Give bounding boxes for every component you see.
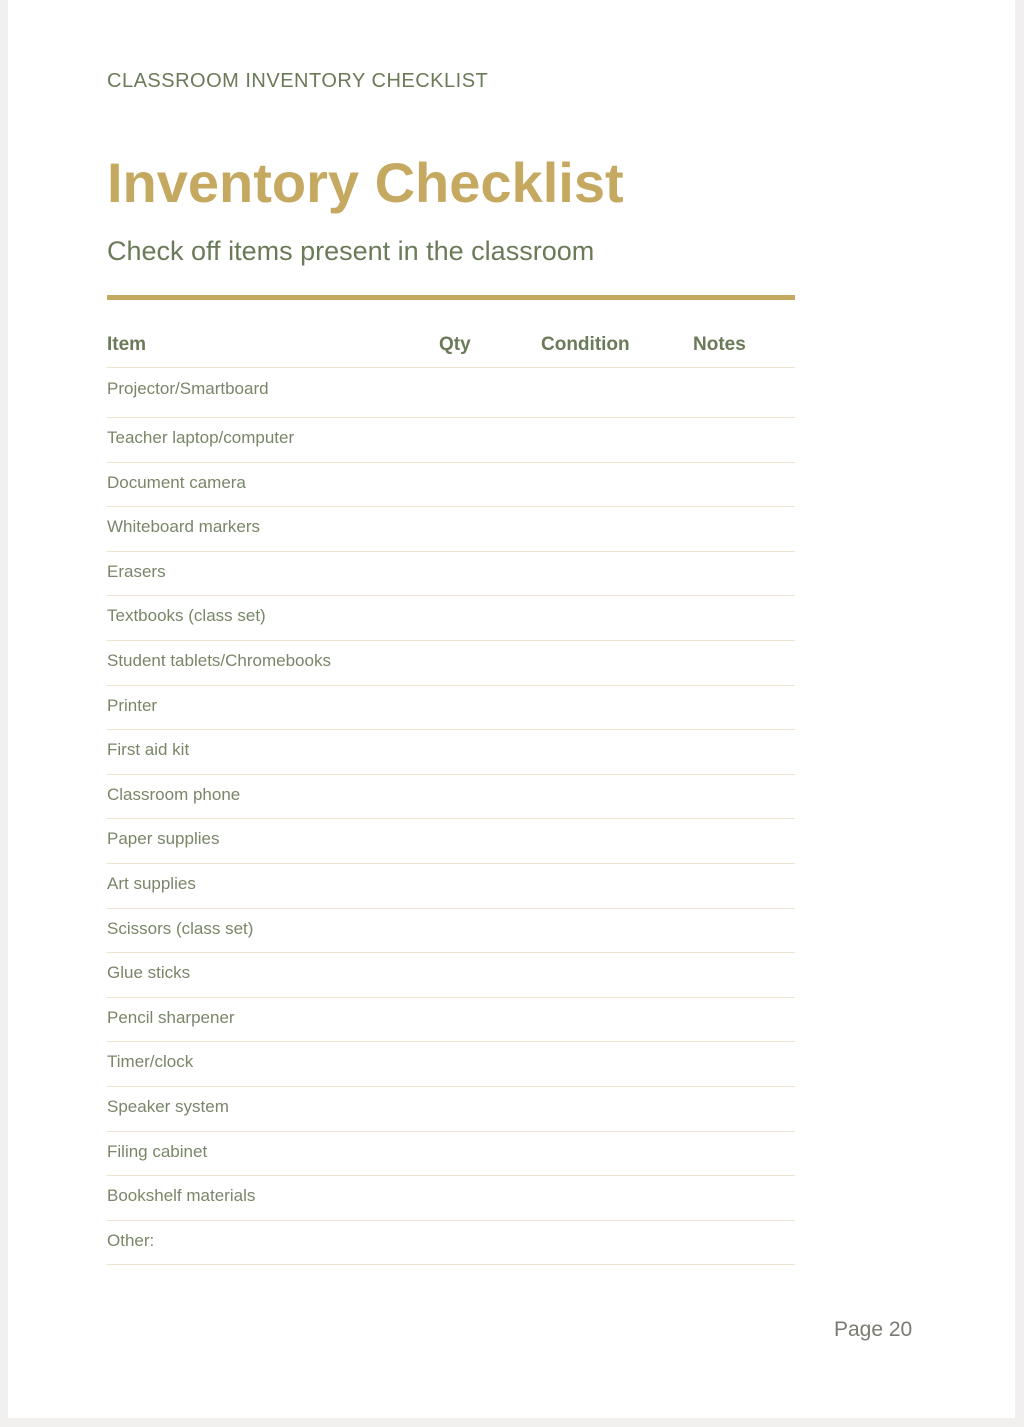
table-row <box>107 819 795 864</box>
table-row <box>107 864 795 909</box>
table-row <box>107 641 795 686</box>
table-row <box>107 953 795 998</box>
item-name: Document camera <box>107 472 246 492</box>
item-name: Filing cabinet <box>107 1141 208 1161</box>
page-title: Inventory Checklist <box>107 151 624 214</box>
table-row <box>107 686 795 731</box>
table-header-row <box>107 324 795 368</box>
column-header-condition: Condition <box>541 334 630 355</box>
table-row <box>107 552 795 597</box>
item-name: Glue sticks <box>107 963 191 983</box>
item-name: Scissors (class set) <box>107 918 254 938</box>
table-body <box>107 368 795 1265</box>
item-name: Student tablets/Chromebooks <box>107 650 331 670</box>
column-header-qty: Qty <box>439 334 471 355</box>
item-name: Printer <box>107 695 158 715</box>
page-subtitle: Check off items present in the classroom <box>107 236 595 266</box>
page-number: Page 20 <box>834 1318 913 1341</box>
table-row <box>107 507 795 552</box>
item-name: Speaker system <box>107 1096 229 1116</box>
table-row <box>107 1221 795 1266</box>
item-name: Teacher laptop/computer <box>107 428 295 447</box>
item-name: Pencil sharpener <box>107 1007 235 1027</box>
table-row <box>107 368 795 418</box>
item-name: Classroom phone <box>107 784 241 804</box>
table-row <box>107 596 795 641</box>
item-name: Bookshelf materials <box>107 1186 256 1206</box>
item-name: Timer/clock <box>107 1052 194 1072</box>
title-divider <box>107 295 795 300</box>
item-name: Projector/Smartboard <box>107 379 269 398</box>
table-row <box>107 1176 795 1221</box>
table-row <box>107 418 795 463</box>
inventory-table <box>107 324 795 1265</box>
column-header-item: Item <box>107 334 147 355</box>
item-name: Textbooks (class set) <box>107 606 266 626</box>
item-name: Paper supplies <box>107 829 220 849</box>
item-name: Erasers <box>107 561 166 581</box>
table-row <box>107 1132 795 1177</box>
document-page <box>8 0 1015 1418</box>
table-row <box>107 1087 795 1132</box>
document-header-label: CLASSROOM INVENTORY CHECKLIST <box>107 70 489 92</box>
table-row <box>107 1042 795 1087</box>
table-row <box>107 998 795 1043</box>
table-row <box>107 730 795 775</box>
item-name: Whiteboard markers <box>107 517 261 537</box>
table-row <box>107 909 795 954</box>
item-name: Other: <box>107 1230 155 1250</box>
table-row <box>107 775 795 820</box>
column-header-notes: Notes <box>693 334 746 355</box>
item-name: Art supplies <box>107 873 196 893</box>
item-name: First aid kit <box>107 740 190 760</box>
table-row <box>107 463 795 508</box>
